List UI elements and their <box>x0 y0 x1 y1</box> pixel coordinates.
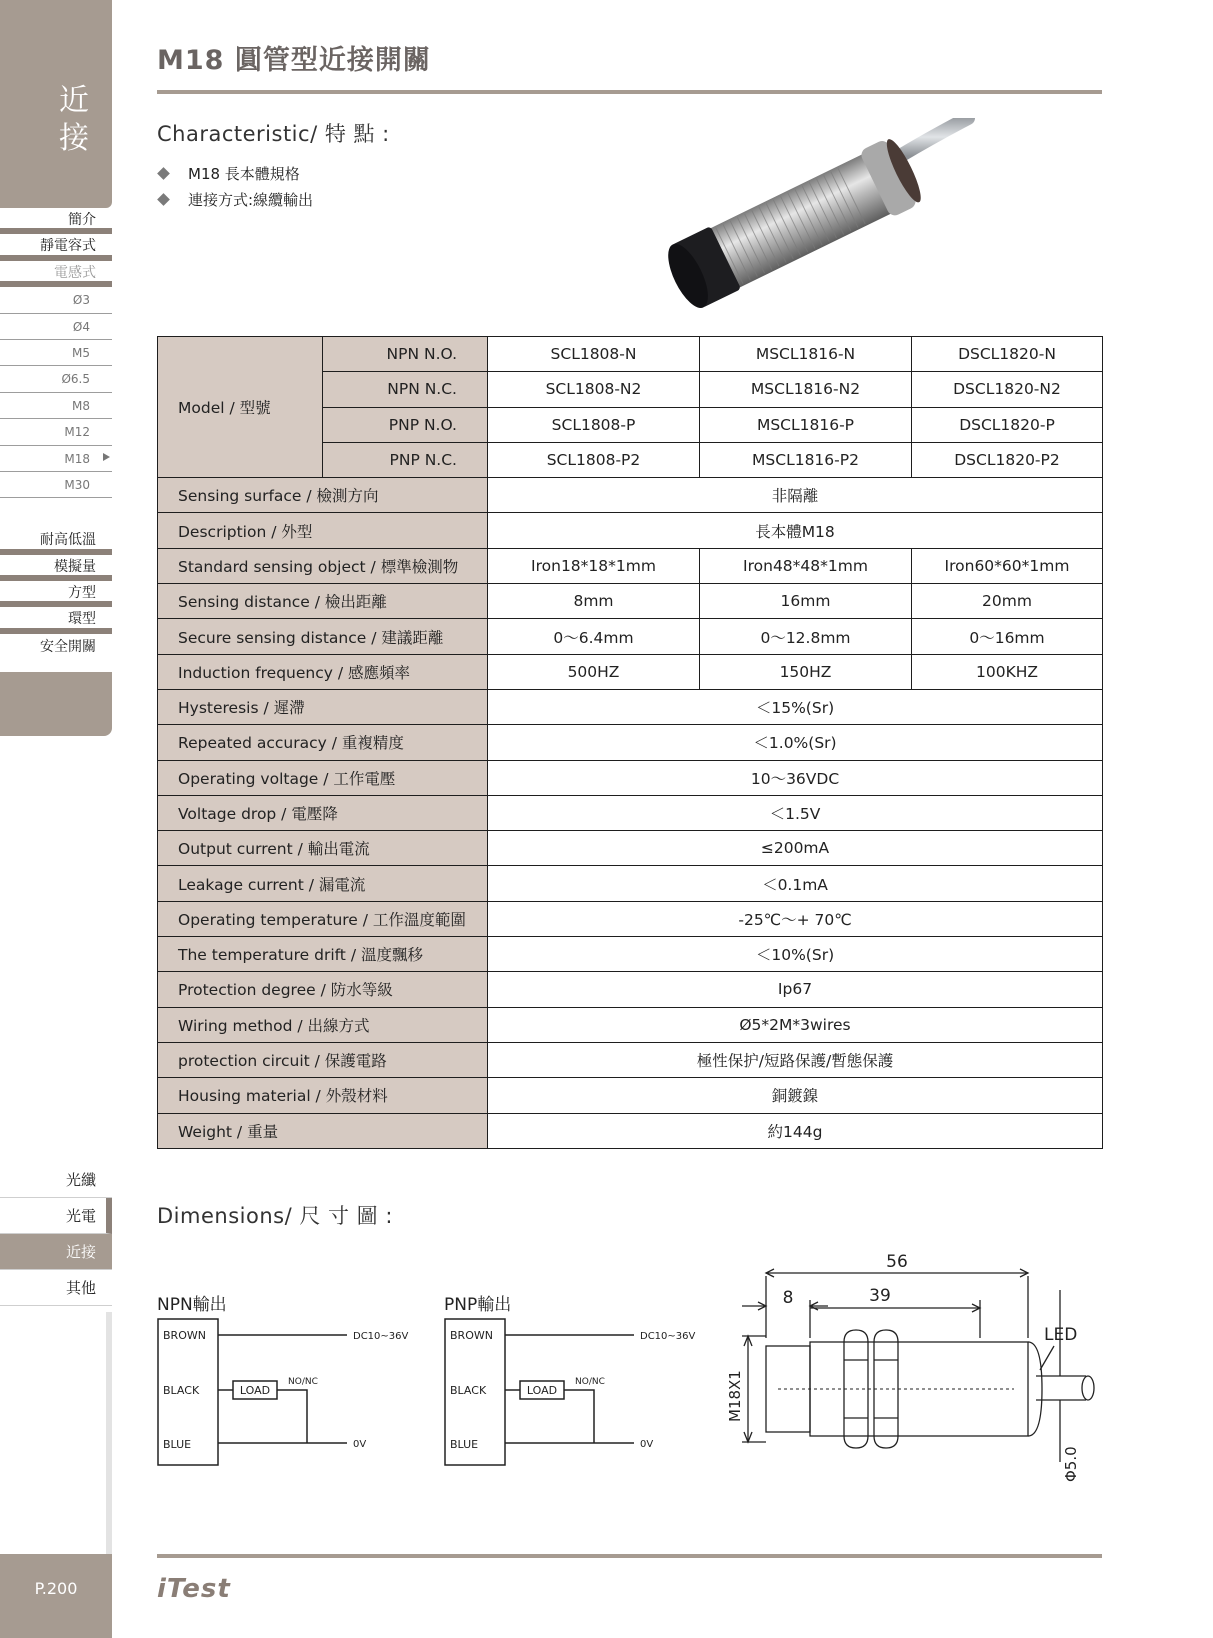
brown-label: BROWN <box>450 1329 493 1342</box>
table-row <box>158 513 1103 548</box>
sidebar-divider <box>106 1312 112 1554</box>
row-label: The temperature drift / 溫度飄移 <box>158 937 488 972</box>
sidebar-header-block <box>0 0 112 208</box>
sidebar-item-m12[interactable]: M12 <box>0 419 112 445</box>
table-cell: 16mm <box>700 584 912 619</box>
table-cell: MSCL1816-N2 <box>700 372 912 407</box>
model-label-cell: Model / 型號 <box>158 337 323 478</box>
table-cell: MSCL1816-P <box>700 407 912 442</box>
table-row <box>158 795 1103 830</box>
row-label: Operating temperature / 工作溫度範圍 <box>158 901 488 936</box>
table-row <box>158 548 1103 583</box>
section-tag-char: 近 <box>59 83 89 118</box>
table-cell: 0～12.8mm <box>700 619 912 654</box>
dim-overall: 56 <box>886 1252 908 1272</box>
category-other[interactable]: 其他 <box>0 1270 112 1306</box>
category-fiber[interactable]: 光纖 <box>0 1162 112 1198</box>
table-cell: ＜0.1mA <box>488 866 1103 901</box>
table-cell: ≤200mA <box>488 831 1103 866</box>
table-cell: MSCL1816-N <box>700 337 912 372</box>
black-label: BLACK <box>450 1384 487 1397</box>
model-type-cell: NPN N.C. <box>323 372 488 407</box>
row-label: Standard sensing object / 標準檢測物 <box>158 548 488 583</box>
dim-thread-spec: M18X1 <box>726 1370 744 1422</box>
sidebar-item-inductive[interactable]: 電感式 <box>0 261 112 287</box>
table-row <box>158 901 1103 936</box>
table-cell: 約144g <box>488 1113 1103 1148</box>
dimensions-heading: Dimensions/ 尺 寸 圖 : <box>157 1204 393 1228</box>
table-cell: 長本體M18 <box>488 513 1103 548</box>
table-row <box>158 584 1103 619</box>
sidebar-item-d3[interactable]: Ø3 <box>0 287 112 313</box>
section-tag-char: 接 <box>59 121 89 156</box>
sidebar-item-ring[interactable]: 環型 <box>0 607 112 633</box>
table-cell: MSCL1816-P2 <box>700 442 912 477</box>
blue-label: BLUE <box>450 1438 479 1451</box>
model-type-cell: PNP N.C. <box>323 442 488 477</box>
table-row <box>158 337 1103 372</box>
row-label: Housing material / 外殼材料 <box>158 1078 488 1113</box>
table-row <box>158 1042 1103 1077</box>
diamond-bullet-icon <box>157 167 170 180</box>
blue-label: BLUE <box>163 1438 192 1451</box>
supply-label: DC10~36V <box>353 1331 409 1342</box>
table-cell: 0～16mm <box>912 619 1103 654</box>
bullet-text: M18 長本體規格 <box>188 165 300 183</box>
sidebar-item-intro[interactable]: 簡介 <box>0 208 112 234</box>
page-number: P.200 <box>0 1554 112 1638</box>
table-cell: -25℃～+ 70℃ <box>488 901 1103 936</box>
table-row <box>158 831 1103 866</box>
category-proximity[interactable]: 近接 <box>0 1234 112 1270</box>
row-label: Secure sensing distance / 建議距離 <box>158 619 488 654</box>
row-label: Description / 外型 <box>158 513 488 548</box>
table-row <box>158 619 1103 654</box>
table-cell: ＜10%(Sr) <box>488 937 1103 972</box>
brand-logo: iTest <box>157 1574 231 1604</box>
row-label: Voltage drop / 電壓降 <box>158 795 488 830</box>
sidebar-menu <box>0 208 112 660</box>
pnp-wiring-diagram <box>444 1318 714 1468</box>
row-label: protection circuit / 保護電路 <box>158 1042 488 1077</box>
specification-table <box>157 336 1103 1149</box>
sidebar-item-m5[interactable]: M5 <box>0 340 112 366</box>
table-row <box>158 937 1103 972</box>
table-row <box>158 1078 1103 1113</box>
list-item <box>157 187 313 213</box>
table-cell: 500HZ <box>488 654 700 689</box>
nonc-label: NO/NC <box>288 1377 318 1387</box>
table-cell: Ø5*2M*3wires <box>488 1007 1103 1042</box>
table-cell: ＜1.0%(Sr) <box>488 725 1103 760</box>
table-cell: Iron18*18*1mm <box>488 548 700 583</box>
table-cell: SCL1808-P2 <box>488 442 700 477</box>
row-label: Output current / 輸出電流 <box>158 831 488 866</box>
table-cell: 10～36VDC <box>488 760 1103 795</box>
ground-label: 0V <box>353 1439 367 1450</box>
table-cell: 20mm <box>912 584 1103 619</box>
table-cell: DSCL1820-P2 <box>912 442 1103 477</box>
sidebar-item-m18[interactable]: M18 <box>0 446 112 472</box>
led-label: LED <box>1044 1325 1078 1345</box>
pnp-output-title: PNP輸出 <box>444 1295 512 1315</box>
npn-output-title: NPN輸出 <box>157 1295 227 1315</box>
header-rule <box>157 90 1102 94</box>
sidebar-item-d6-5[interactable]: Ø6.5 <box>0 366 112 392</box>
characteristic-heading: Characteristic/ 特 點 : <box>157 122 390 146</box>
table-cell: SCL1808-N2 <box>488 372 700 407</box>
table-cell: DSCL1820-P <box>912 407 1103 442</box>
table-cell: DSCL1820-N <box>912 337 1103 372</box>
section-tag <box>54 82 94 158</box>
row-label: Hysteresis / 遲滯 <box>158 689 488 724</box>
table-row <box>158 760 1103 795</box>
sidebar-item-d4[interactable]: Ø4 <box>0 314 112 340</box>
table-row <box>158 689 1103 724</box>
sidebar-item-safety[interactable]: 安全開關 <box>40 638 96 655</box>
row-label: Operating voltage / 工作電壓 <box>158 760 488 795</box>
table-cell: Iron60*60*1mm <box>912 548 1103 583</box>
table-cell: 100KHZ <box>912 654 1103 689</box>
row-label: Leakage current / 漏電流 <box>158 866 488 901</box>
page-title: M18 圓管型近接開關 <box>157 45 431 76</box>
sidebar-item-m30[interactable]: M30 <box>0 472 112 498</box>
table-cell: 非隔離 <box>488 478 1103 513</box>
row-label: Repeated accuracy / 重複精度 <box>158 725 488 760</box>
table-cell: ＜15%(Sr) <box>488 689 1103 724</box>
table-row <box>158 972 1103 1007</box>
sidebar-fill <box>0 672 112 736</box>
npn-wiring-diagram <box>157 1318 427 1468</box>
table-cell: 0～6.4mm <box>488 619 700 654</box>
diamond-bullet-icon <box>157 193 170 206</box>
model-type-cell: NPN N.O. <box>323 337 488 372</box>
dim-cable: Φ5.0 <box>1062 1446 1080 1482</box>
table-row <box>158 1007 1103 1042</box>
bullet-text: 連接方式:線纜輸出 <box>188 191 314 209</box>
table-cell: DSCL1820-N2 <box>912 372 1103 407</box>
table-cell: Ip67 <box>488 972 1103 1007</box>
row-label: Weight / 重量 <box>158 1113 488 1148</box>
sidebar-item-temperature[interactable]: 耐高低溫 <box>0 528 112 554</box>
table-cell: 極性保护/短路保護/暫態保護 <box>488 1042 1103 1077</box>
table-row <box>158 866 1103 901</box>
table-cell: Iron48*48*1mm <box>700 548 912 583</box>
table-cell: ＜1.5V <box>488 795 1103 830</box>
sidebar-item-square[interactable]: 方型 <box>0 581 112 607</box>
table-row <box>158 1113 1103 1148</box>
row-label: Protection degree / 防水等級 <box>158 972 488 1007</box>
row-label: Wiring method / 出線方式 <box>158 1007 488 1042</box>
characteristic-list <box>157 161 313 213</box>
category-photoelectric[interactable]: 光電 <box>0 1198 112 1234</box>
supply-label: DC10~36V <box>640 1331 696 1342</box>
table-row <box>158 725 1103 760</box>
table-cell: SCL1808-N <box>488 337 700 372</box>
dim-front: 8 <box>782 1288 794 1308</box>
category-tabs <box>0 1162 112 1306</box>
brown-label: BROWN <box>163 1329 206 1342</box>
table-cell: 150HZ <box>700 654 912 689</box>
sidebar-item-analog[interactable]: 模擬量 <box>0 555 112 581</box>
nonc-label: NO/NC <box>575 1377 605 1387</box>
sidebar-item-m8[interactable]: M8 <box>0 393 112 419</box>
sidebar-item-capacitive[interactable]: 靜電容式 <box>0 234 112 260</box>
row-label: Induction frequency / 感應頻率 <box>158 654 488 689</box>
ground-label: 0V <box>640 1439 654 1450</box>
list-item <box>157 161 313 187</box>
load-label: LOAD <box>526 1384 558 1397</box>
load-label: LOAD <box>239 1384 271 1397</box>
product-sensor-image <box>650 118 980 310</box>
dim-thread-length: 39 <box>869 1286 891 1306</box>
black-label: BLACK <box>163 1384 200 1397</box>
table-cell: SCL1808-P <box>488 407 700 442</box>
sidebar-gap <box>0 498 112 528</box>
table-row <box>158 478 1103 513</box>
footer-rule <box>157 1554 1102 1558</box>
dimension-drawing <box>718 1250 1118 1500</box>
row-label: Sensing surface / 檢測方向 <box>158 478 488 513</box>
table-cell: 8mm <box>488 584 700 619</box>
model-type-cell: PNP N.O. <box>323 407 488 442</box>
table-cell: 銅鍍鎳 <box>488 1078 1103 1113</box>
table-row <box>158 654 1103 689</box>
row-label: Sensing distance / 檢出距離 <box>158 584 488 619</box>
